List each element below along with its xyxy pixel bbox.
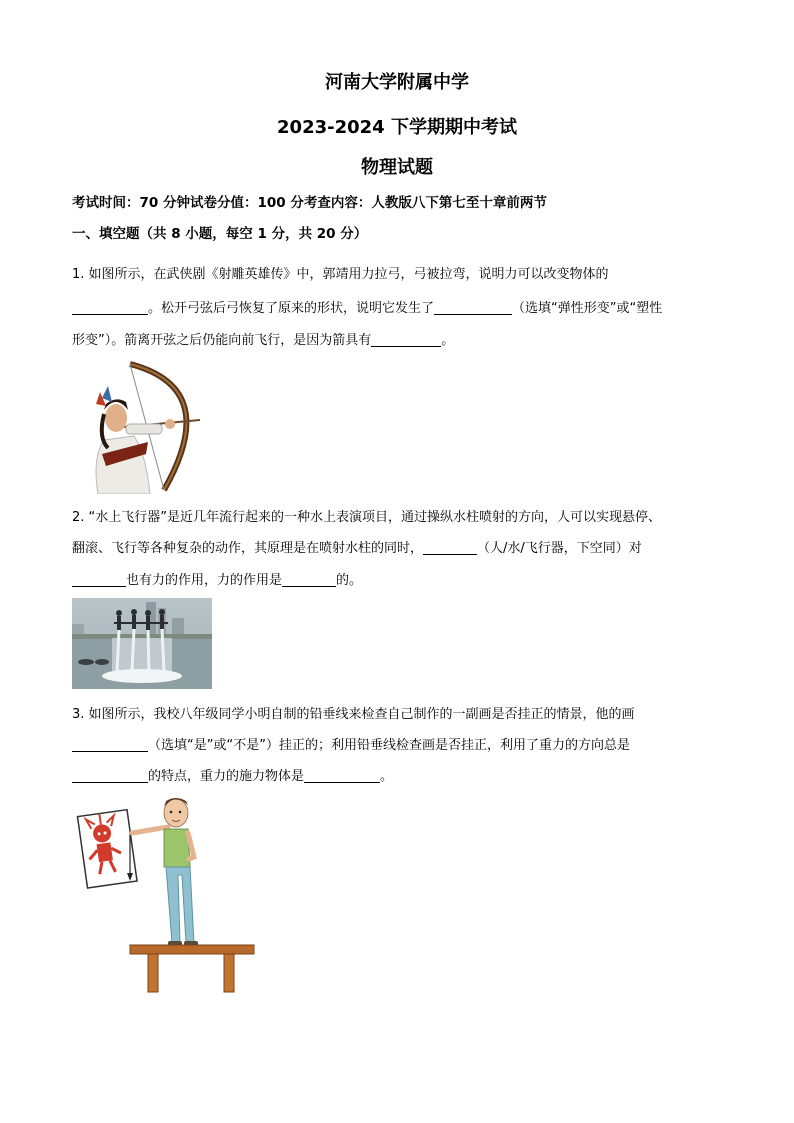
plumb-line-figure: [72, 795, 257, 995]
answer-blank[interactable]: [304, 768, 380, 783]
q2-line-1: 2. “水上飞行器”是近几年流行起来的一种水上表演项目，通过操纵水柱喷射的方向，人可以实现悬停、: [72, 510, 662, 525]
answer-blank[interactable]: [423, 540, 477, 555]
answer-blank[interactable]: [72, 300, 148, 315]
answer-blank[interactable]: [72, 572, 126, 587]
subject-title: 物理试题: [361, 157, 433, 178]
exam-title: 2023-2024 下学期期中考试: [277, 117, 517, 138]
answer-blank[interactable]: [371, 332, 441, 347]
q1-line-2: 。松开弓弦后弓恢复了原来的形状，说明它发生了 （选填“弹性形变”或“塑性: [72, 297, 662, 316]
school-title: 河南大学附属中学: [325, 72, 469, 93]
q3-line-3: 的特点，重力的施力物体是 。: [72, 765, 393, 784]
q2-line-2: 翻滚、飞行等各种复杂的动作，其原理是在喷射水柱的同时， （人/水/飞行器，下空同）对: [72, 541, 642, 556]
answer-blank[interactable]: [72, 737, 148, 752]
answer-blank[interactable]: [282, 572, 336, 587]
answer-blank[interactable]: [72, 768, 148, 783]
q1-line-3: 形变”）。箭离开弦之后仍能向前飞行，是因为箭具有 。: [72, 333, 455, 348]
section-title: 一、填空题（共 8 小题，每空 1 分，共 20 分）: [72, 226, 368, 242]
archer-figure: [72, 358, 212, 494]
answer-blank[interactable]: [434, 300, 512, 315]
q1-line-1: 1. 如图所示，在武侠剧《射雕英雄传》中，郭靖用力拉弓，弓被拉弯，说明力可以改变物体的: [72, 267, 609, 282]
q2-line-3: 也有力的作用，力的作用是 的。: [72, 569, 362, 588]
q3-line-2: （选填“是”或“不是”）挂正的；利用铅垂线检查画是否挂正，利用了重力的方向总是: [72, 734, 630, 753]
exam-info: 考试时间：70 分钟试卷分值：100 分考查内容：人教版八下第七至十章前两节: [72, 195, 547, 211]
water-jetpack-photo: [72, 598, 212, 689]
q3-line-1: 3. 如图所示，我校八年级同学小明自制的铅垂线来检查自己制作的一副画是否挂正的情景，他的画: [72, 707, 635, 722]
